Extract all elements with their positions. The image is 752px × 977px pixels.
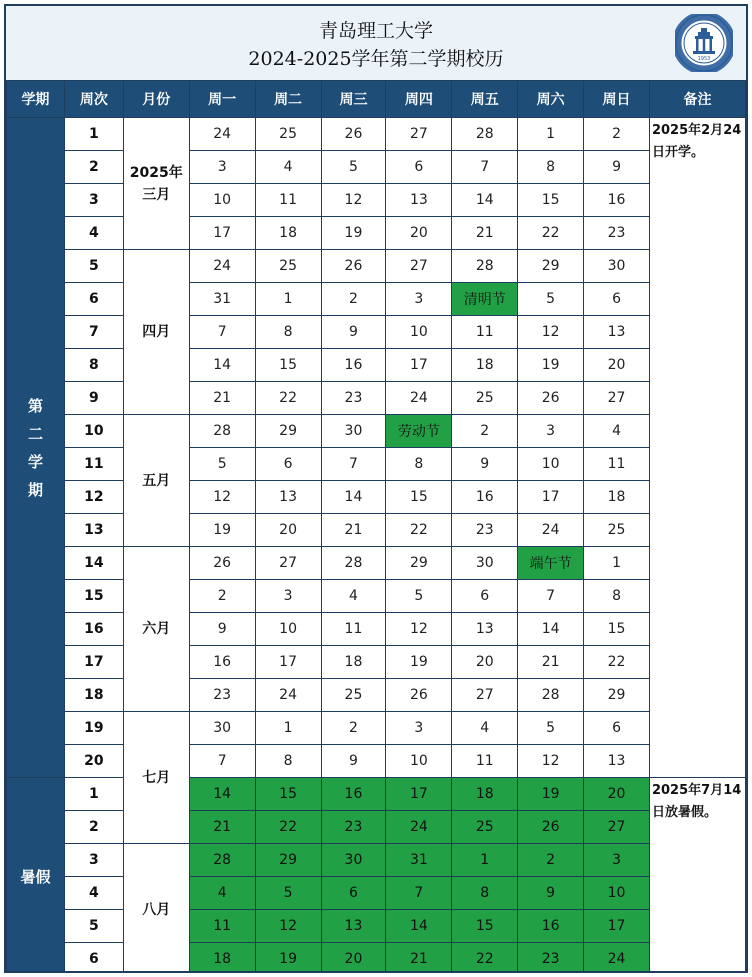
day-cell-thu: 6 bbox=[386, 151, 452, 184]
day-cell-mon: 24 bbox=[189, 250, 255, 283]
note-summer-text: 2025年7月14日放暑假。 bbox=[651, 783, 742, 820]
day-cell-fri: 2 bbox=[452, 415, 518, 448]
day-cell-sat: 3 bbox=[518, 415, 584, 448]
week-number: 3 bbox=[64, 184, 123, 217]
day-cell-sat: 21 bbox=[518, 646, 584, 679]
day-cell-mon: 14 bbox=[189, 778, 255, 811]
term-label-summer: 暑假 bbox=[7, 778, 65, 974]
day-cell-sat: 2 bbox=[518, 844, 584, 877]
day-cell-tue: 29 bbox=[255, 415, 321, 448]
day-cell-tue: 1 bbox=[255, 283, 321, 316]
table-row bbox=[7, 646, 746, 679]
month-label-april: 四月 bbox=[123, 250, 189, 415]
month-label-june: 六月 bbox=[123, 547, 189, 712]
day-cell-sat: 23 bbox=[518, 943, 584, 974]
day-cell-fri: 14 bbox=[452, 184, 518, 217]
table-row bbox=[7, 316, 746, 349]
day-cell-wed: 4 bbox=[321, 580, 386, 613]
day-cell-fri: 15 bbox=[452, 910, 518, 943]
month-label-march: 2025年 三月 bbox=[123, 118, 189, 250]
table-row bbox=[7, 613, 746, 646]
day-cell-mon: 2 bbox=[189, 580, 255, 613]
day-cell-sun: 18 bbox=[584, 481, 650, 514]
day-cell-sat: 19 bbox=[518, 778, 584, 811]
day-cell-thu: 3 bbox=[386, 283, 452, 316]
day-cell-thu: 27 bbox=[386, 250, 452, 283]
table-row bbox=[7, 118, 746, 151]
week-number: 18 bbox=[64, 679, 123, 712]
day-cell-sun: 22 bbox=[584, 646, 650, 679]
day-cell-tue: 22 bbox=[255, 811, 321, 844]
day-cell-mon: 23 bbox=[189, 679, 255, 712]
day-cell-sun: 27 bbox=[584, 382, 650, 415]
day-cell-sat: 5 bbox=[518, 283, 584, 316]
column-header-thu: 周四 bbox=[386, 81, 452, 118]
day-cell-fri: 28 bbox=[452, 118, 518, 151]
week-number: 19 bbox=[64, 712, 123, 745]
day-cell-sun: 25 bbox=[584, 514, 650, 547]
day-cell-thu: 12 bbox=[386, 613, 452, 646]
day-cell-mon: 28 bbox=[189, 415, 255, 448]
day-cell-fri: 18 bbox=[452, 349, 518, 382]
day-cell-wed: 16 bbox=[321, 778, 386, 811]
day-cell-tue: 17 bbox=[255, 646, 321, 679]
day-cell-thu: 24 bbox=[386, 811, 452, 844]
day-cell-sat: 26 bbox=[518, 382, 584, 415]
day-cell-tue: 29 bbox=[255, 844, 321, 877]
day-cell-sat: 15 bbox=[518, 184, 584, 217]
day-cell-tue: 25 bbox=[255, 250, 321, 283]
day-cell-wed: 5 bbox=[321, 151, 386, 184]
week-number: 6 bbox=[64, 283, 123, 316]
day-cell-sat: 17 bbox=[518, 481, 584, 514]
note-summer-start bbox=[649, 778, 745, 974]
week-number: 11 bbox=[64, 448, 123, 481]
week-number: 14 bbox=[64, 547, 123, 580]
week-number: 7 bbox=[64, 316, 123, 349]
day-cell-mon: 30 bbox=[189, 712, 255, 745]
day-cell-sat: 1 bbox=[518, 118, 584, 151]
day-cell-thu: 14 bbox=[386, 910, 452, 943]
day-cell-tue: 24 bbox=[255, 679, 321, 712]
day-cell-sun: 29 bbox=[584, 679, 650, 712]
day-cell-wed: 6 bbox=[321, 877, 386, 910]
day-cell-wed: 12 bbox=[321, 184, 386, 217]
table-row bbox=[7, 811, 746, 844]
day-cell-sun: 16 bbox=[584, 184, 650, 217]
week-number: 13 bbox=[64, 514, 123, 547]
day-cell-tue: 6 bbox=[255, 448, 321, 481]
day-cell-thu: 7 bbox=[386, 877, 452, 910]
day-cell-tue: 27 bbox=[255, 547, 321, 580]
day-cell-mon: 12 bbox=[189, 481, 255, 514]
day-cell-mon: 11 bbox=[189, 910, 255, 943]
column-header-month: 月份 bbox=[123, 81, 189, 118]
day-cell-fri: 11 bbox=[452, 745, 518, 778]
day-cell-fri: 16 bbox=[452, 481, 518, 514]
day-cell-sun: 20 bbox=[584, 778, 650, 811]
day-cell-thu: 31 bbox=[386, 844, 452, 877]
day-cell-tue: 4 bbox=[255, 151, 321, 184]
table-row bbox=[7, 844, 746, 877]
day-cell-fri: 25 bbox=[452, 811, 518, 844]
day-cell-mon: 10 bbox=[189, 184, 255, 217]
day-cell-sat: 5 bbox=[518, 712, 584, 745]
day-cell-sun: 3 bbox=[584, 844, 650, 877]
week-number: 2 bbox=[64, 811, 123, 844]
day-cell-thu: 29 bbox=[386, 547, 452, 580]
day-cell-fri: 9 bbox=[452, 448, 518, 481]
day-cell-tue: 11 bbox=[255, 184, 321, 217]
week-number: 17 bbox=[64, 646, 123, 679]
week-number: 8 bbox=[64, 349, 123, 382]
day-cell-wed: 14 bbox=[321, 481, 386, 514]
column-header-fri: 周五 bbox=[452, 81, 518, 118]
day-cell-thu: 13 bbox=[386, 184, 452, 217]
day-cell-sun: 10 bbox=[584, 877, 650, 910]
day-cell-sun: 11 bbox=[584, 448, 650, 481]
day-cell-sun: 15 bbox=[584, 613, 650, 646]
week-number: 15 bbox=[64, 580, 123, 613]
week-number: 5 bbox=[64, 250, 123, 283]
day-cell-mon: 16 bbox=[189, 646, 255, 679]
table-row bbox=[7, 877, 746, 910]
week-number: 1 bbox=[64, 118, 123, 151]
month-label-may: 五月 bbox=[123, 415, 189, 547]
day-cell-fri: 22 bbox=[452, 943, 518, 974]
table-row bbox=[7, 745, 746, 778]
week-number: 6 bbox=[64, 943, 123, 974]
day-cell-sun: 13 bbox=[584, 316, 650, 349]
day-cell-thu: 17 bbox=[386, 778, 452, 811]
day-cell-fri: 23 bbox=[452, 514, 518, 547]
day-cell-tue: 15 bbox=[255, 778, 321, 811]
day-cell-tue: 10 bbox=[255, 613, 321, 646]
day-cell-sun: 23 bbox=[584, 217, 650, 250]
table-row bbox=[7, 382, 746, 415]
table-row bbox=[7, 415, 746, 448]
week-number: 2 bbox=[64, 151, 123, 184]
column-header-sun: 周日 bbox=[584, 81, 650, 118]
day-cell-mon: 21 bbox=[189, 811, 255, 844]
day-cell-sun: 20 bbox=[584, 349, 650, 382]
day-cell-tue: 8 bbox=[255, 316, 321, 349]
day-cell-fri: 18 bbox=[452, 778, 518, 811]
table-row bbox=[7, 217, 746, 250]
week-number: 1 bbox=[64, 778, 123, 811]
day-cell-tue: 12 bbox=[255, 910, 321, 943]
day-cell-thu: 8 bbox=[386, 448, 452, 481]
day-cell-sun: 4 bbox=[584, 415, 650, 448]
day-cell-fri: 30 bbox=[452, 547, 518, 580]
week-number: 5 bbox=[64, 910, 123, 943]
day-cell-wed: 30 bbox=[321, 844, 386, 877]
note-start-text: 2025年2月24日开学。 bbox=[651, 123, 742, 160]
column-header-week: 周次 bbox=[64, 81, 123, 118]
day-cell-wed: 9 bbox=[321, 745, 386, 778]
day-cell-fri: 8 bbox=[452, 877, 518, 910]
week-number: 10 bbox=[64, 415, 123, 448]
day-cell-mon: 7 bbox=[189, 745, 255, 778]
day-cell-wed: 2 bbox=[321, 712, 386, 745]
day-cell-wed: 26 bbox=[321, 118, 386, 151]
day-cell-sun: 17 bbox=[584, 910, 650, 943]
day-cell-sun: 6 bbox=[584, 283, 650, 316]
day-cell-thu: 21 bbox=[386, 943, 452, 974]
day-cell-mon: 5 bbox=[189, 448, 255, 481]
day-cell-sat: 28 bbox=[518, 679, 584, 712]
day-cell-sat: 7 bbox=[518, 580, 584, 613]
day-cell-tue: 18 bbox=[255, 217, 321, 250]
day-cell-tue: 13 bbox=[255, 481, 321, 514]
month-label-july: 七月 bbox=[123, 712, 189, 844]
day-cell-mon: 7 bbox=[189, 316, 255, 349]
day-cell-thu: 3 bbox=[386, 712, 452, 745]
month-label-august: 八月 bbox=[123, 844, 189, 974]
day-cell-sat: 26 bbox=[518, 811, 584, 844]
table-row bbox=[7, 250, 746, 283]
table-row bbox=[7, 943, 746, 974]
day-cell-wed: 19 bbox=[321, 217, 386, 250]
day-cell-fri: 27 bbox=[452, 679, 518, 712]
week-number: 20 bbox=[64, 745, 123, 778]
day-cell-thu: 27 bbox=[386, 118, 452, 151]
day-cell-tue: 25 bbox=[255, 118, 321, 151]
table-row bbox=[7, 349, 746, 382]
day-cell-fri: 25 bbox=[452, 382, 518, 415]
column-header-tue: 周二 bbox=[255, 81, 321, 118]
column-header-term: 学期 bbox=[7, 81, 65, 118]
day-cell-mon: 19 bbox=[189, 514, 255, 547]
day-cell-mon: 18 bbox=[189, 943, 255, 974]
day-cell-mon: 26 bbox=[189, 547, 255, 580]
day-cell-thu: 24 bbox=[386, 382, 452, 415]
day-cell-tue: 8 bbox=[255, 745, 321, 778]
table-row bbox=[7, 712, 746, 745]
day-cell-wed: 13 bbox=[321, 910, 386, 943]
table-row bbox=[7, 547, 746, 580]
day-cell-sat: 8 bbox=[518, 151, 584, 184]
day-cell-fri: 11 bbox=[452, 316, 518, 349]
day-cell-wed: 30 bbox=[321, 415, 386, 448]
day-cell-fri: 21 bbox=[452, 217, 518, 250]
day-cell-wed: 26 bbox=[321, 250, 386, 283]
calendar-title: 2024-2025学年第二学期校历 bbox=[248, 48, 504, 70]
table-row bbox=[7, 184, 746, 217]
day-cell-fri: 6 bbox=[452, 580, 518, 613]
day-cell-sun: 9 bbox=[584, 151, 650, 184]
day-cell-fri: 7 bbox=[452, 151, 518, 184]
day-cell-thu: 20 bbox=[386, 217, 452, 250]
day-cell-sun: 8 bbox=[584, 580, 650, 613]
day-cell-mon: 28 bbox=[189, 844, 255, 877]
day-cell-sun: 24 bbox=[584, 943, 650, 974]
day-cell-mon: 17 bbox=[189, 217, 255, 250]
day-cell-wed: 23 bbox=[321, 811, 386, 844]
day-cell-sun: 13 bbox=[584, 745, 650, 778]
day-cell-thu: 22 bbox=[386, 514, 452, 547]
day-cell-wed: 2 bbox=[321, 283, 386, 316]
day-cell-mon: 31 bbox=[189, 283, 255, 316]
day-cell-thu: 10 bbox=[386, 316, 452, 349]
week-number: 4 bbox=[64, 877, 123, 910]
day-cell-sat: 22 bbox=[518, 217, 584, 250]
table-row bbox=[7, 910, 746, 943]
day-cell-fri: 1 bbox=[452, 844, 518, 877]
day-cell-sat: 12 bbox=[518, 745, 584, 778]
day-cell-tue: 19 bbox=[255, 943, 321, 974]
day-cell-wed: 28 bbox=[321, 547, 386, 580]
week-number: 12 bbox=[64, 481, 123, 514]
day-cell-mon: 14 bbox=[189, 349, 255, 382]
day-cell-sat: 14 bbox=[518, 613, 584, 646]
column-header-mon: 周一 bbox=[189, 81, 255, 118]
holiday-cell: 劳动节 bbox=[386, 415, 452, 448]
day-cell-mon: 24 bbox=[189, 118, 255, 151]
day-cell-sat: 9 bbox=[518, 877, 584, 910]
calendar-frame bbox=[4, 4, 748, 973]
day-cell-sat: 12 bbox=[518, 316, 584, 349]
column-header-wed: 周三 bbox=[321, 81, 386, 118]
logo-year: 1953 bbox=[697, 56, 711, 62]
table-row bbox=[7, 448, 746, 481]
day-cell-mon: 9 bbox=[189, 613, 255, 646]
day-cell-wed: 18 bbox=[321, 646, 386, 679]
table-row bbox=[7, 514, 746, 547]
day-cell-wed: 23 bbox=[321, 382, 386, 415]
week-number: 16 bbox=[64, 613, 123, 646]
day-cell-thu: 19 bbox=[386, 646, 452, 679]
week-number: 3 bbox=[64, 844, 123, 877]
note-semester-start bbox=[649, 118, 745, 778]
day-cell-wed: 20 bbox=[321, 943, 386, 974]
day-cell-sat: 16 bbox=[518, 910, 584, 943]
day-cell-wed: 21 bbox=[321, 514, 386, 547]
day-cell-thu: 10 bbox=[386, 745, 452, 778]
table-row bbox=[7, 679, 746, 712]
day-cell-mon: 3 bbox=[189, 151, 255, 184]
day-cell-wed: 25 bbox=[321, 679, 386, 712]
term-label-second: 第 二 学 期 bbox=[7, 118, 65, 778]
day-cell-sat: 24 bbox=[518, 514, 584, 547]
table-row bbox=[7, 283, 746, 316]
day-cell-thu: 26 bbox=[386, 679, 452, 712]
column-header-notes: 备注 bbox=[649, 81, 745, 118]
day-cell-sun: 1 bbox=[584, 547, 650, 580]
table-row bbox=[7, 151, 746, 184]
day-cell-thu: 5 bbox=[386, 580, 452, 613]
column-header-sat: 周六 bbox=[518, 81, 584, 118]
holiday-cell: 清明节 bbox=[452, 283, 518, 316]
day-cell-tue: 1 bbox=[255, 712, 321, 745]
day-cell-wed: 16 bbox=[321, 349, 386, 382]
day-cell-fri: 20 bbox=[452, 646, 518, 679]
day-cell-tue: 20 bbox=[255, 514, 321, 547]
holiday-cell: 端午节 bbox=[518, 547, 584, 580]
day-cell-mon: 21 bbox=[189, 382, 255, 415]
day-cell-mon: 4 bbox=[189, 877, 255, 910]
day-cell-wed: 9 bbox=[321, 316, 386, 349]
day-cell-sun: 30 bbox=[584, 250, 650, 283]
calendar-table bbox=[6, 80, 746, 973]
day-cell-tue: 22 bbox=[255, 382, 321, 415]
university-logo bbox=[675, 14, 733, 72]
day-cell-fri: 13 bbox=[452, 613, 518, 646]
day-cell-wed: 11 bbox=[321, 613, 386, 646]
day-cell-fri: 28 bbox=[452, 250, 518, 283]
day-cell-thu: 17 bbox=[386, 349, 452, 382]
day-cell-sat: 19 bbox=[518, 349, 584, 382]
day-cell-fri: 4 bbox=[452, 712, 518, 745]
day-cell-wed: 7 bbox=[321, 448, 386, 481]
day-cell-thu: 15 bbox=[386, 481, 452, 514]
calendar-body bbox=[7, 118, 746, 974]
day-cell-tue: 3 bbox=[255, 580, 321, 613]
day-cell-sun: 2 bbox=[584, 118, 650, 151]
table-row bbox=[7, 778, 746, 811]
week-number: 9 bbox=[64, 382, 123, 415]
day-cell-sun: 6 bbox=[584, 712, 650, 745]
table-row bbox=[7, 580, 746, 613]
calendar-header bbox=[6, 6, 746, 80]
school-name: 青岛理工大学 bbox=[318, 20, 433, 42]
week-number: 4 bbox=[64, 217, 123, 250]
table-header-row bbox=[7, 81, 746, 118]
day-cell-sat: 10 bbox=[518, 448, 584, 481]
table-row bbox=[7, 481, 746, 514]
day-cell-tue: 5 bbox=[255, 877, 321, 910]
day-cell-sun: 27 bbox=[584, 811, 650, 844]
day-cell-tue: 15 bbox=[255, 349, 321, 382]
day-cell-sat: 29 bbox=[518, 250, 584, 283]
